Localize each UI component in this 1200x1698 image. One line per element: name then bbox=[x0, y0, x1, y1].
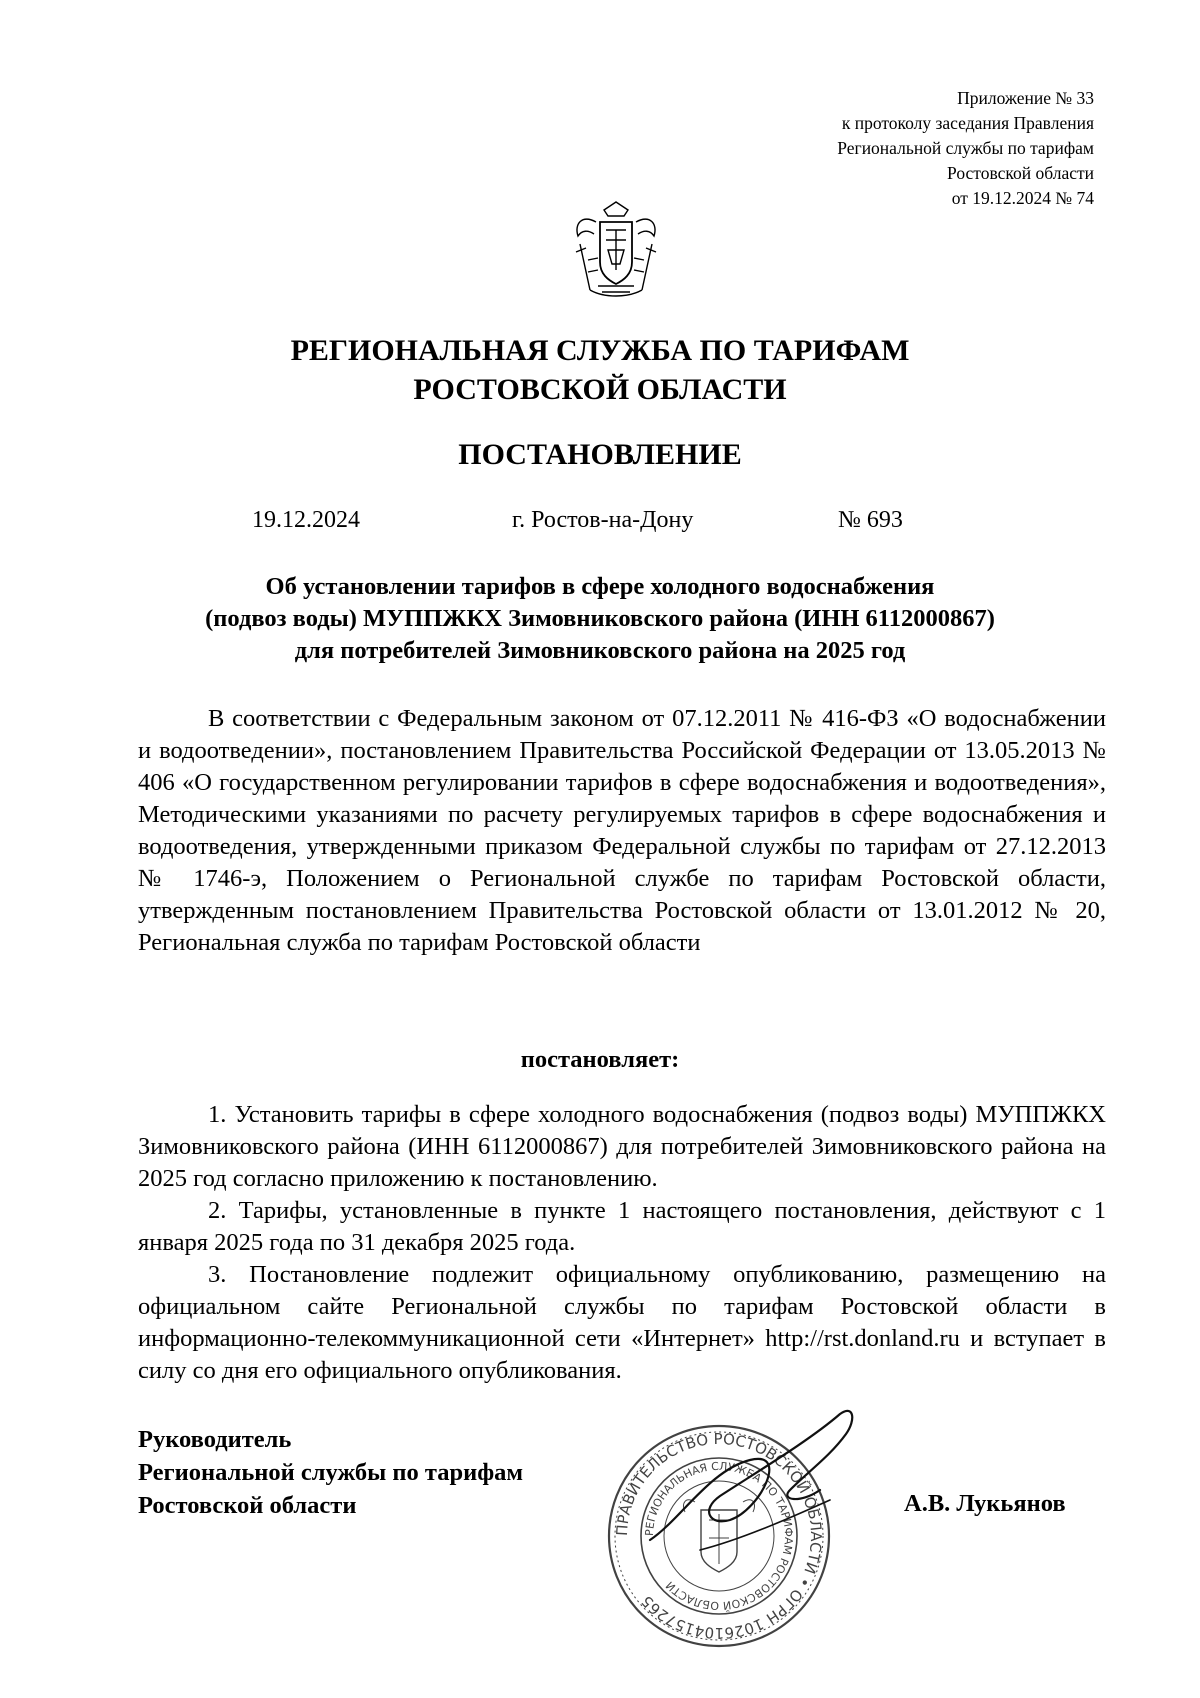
resolution-item-3: 3. Постановление подлежит официальному опубликованию, размещению на официальном сайте Региональной службы по тарифам Ростовской области в информационно-телекоммуникационной сети «Интернет» http://rst.donland.ru и вступает в силу со дня его официального опубликования. bbox=[138, 1261, 1106, 1384]
stamp-outer-text: ПРАВИТЕЛЬСТВО РОСТОВСКОЙ ОБЛАСТИ • ОГРН 1026104157265 bbox=[612, 1429, 826, 1643]
resolution-item-2: 2. Тарифы, установленные в пункте 1 настоящего постановления, действуют с 1 января 2025 года по 31 декабря 2025 года. bbox=[138, 1197, 1106, 1256]
subject-line: для потребителей Зимовниковского района на 2025 год bbox=[294, 637, 906, 664]
annex-line: к протоколу заседания Правления bbox=[841, 113, 1094, 133]
handwritten-signature bbox=[640, 1400, 880, 1560]
signer-name: А.В. Лукьянов bbox=[904, 1490, 1066, 1517]
signer-line: Региональной службы по тарифам bbox=[138, 1459, 524, 1486]
annex-line: Приложение № 33 bbox=[957, 88, 1094, 108]
document-number: № 693 bbox=[838, 507, 903, 533]
signer-line: Ростовской области bbox=[138, 1492, 357, 1519]
subject-line: (подвоз воды) МУППЖКХ Зимовниковского района (ИНН 6112000867) bbox=[205, 605, 995, 632]
organization-region: РОСТОВСКОЙ ОБЛАСТИ bbox=[413, 373, 787, 406]
document-subject bbox=[0, 571, 1200, 667]
coat-of-arms-icon bbox=[568, 200, 664, 302]
signer-title bbox=[138, 1423, 523, 1522]
organization-name: РЕГИОНАЛЬНАЯ СЛУЖБА ПО ТАРИФАМ bbox=[290, 334, 910, 367]
annex-line: Региональной службы по тарифам bbox=[837, 138, 1094, 158]
annex-line: Ростовской области bbox=[947, 163, 1094, 183]
resolves-heading: постановляет: bbox=[520, 1046, 680, 1073]
resolution-items bbox=[138, 1099, 1106, 1387]
document-date: 19.12.2024 bbox=[252, 507, 360, 533]
preamble-paragraph: В соответствии с Федеральным законом от 07.12.2011 № 416-ФЗ «О водоснабжении и водоотведении», постановлением Правительства Российской Федерации от 13.05.2013 № 406 «О государственном регулировании тарифов в сфере водоснабжения и водоотведения», Методическими указаниями по расчету регулируемых тарифов в сфере водоснабжения и водоотведения, утвержденными приказом Федеральной службы по тарифам от 27.12.2013 № 1746-э, Положением о Региональной службе по тарифам Ростовской области, утвержденным постановлением Правительства Ростовской области от 13.01.2012 № 20, Региональная служба по тарифам Ростовской области bbox=[138, 705, 1106, 956]
document-city: г. Ростов-на-Дону bbox=[512, 507, 694, 533]
annex-reference bbox=[837, 86, 1094, 211]
subject-line: Об установлении тарифов в сфере холодного водоснабжения bbox=[265, 573, 935, 600]
stamp-inner-text: РЕГИОНАЛЬНАЯ СЛУЖБА ПО ТАРИФАМ РОСТОВСКОЙ ОБЛАСТИ bbox=[642, 1459, 796, 1613]
document-type: ПОСТАНОВЛЕНИЕ bbox=[458, 438, 742, 471]
resolution-item-1: 1. Установить тарифы в сфере холодного водоснабжения (подвоз воды) МУППЖКХ Зимовниковского района (ИНН 6112000867) для потребителей Зимовниковского района на 2025 год согласно приложению к постановлению. bbox=[138, 1101, 1106, 1192]
signer-line: Руководитель bbox=[138, 1426, 292, 1453]
annex-line: от 19.12.2024 № 74 bbox=[951, 188, 1094, 208]
preamble bbox=[138, 703, 1106, 959]
